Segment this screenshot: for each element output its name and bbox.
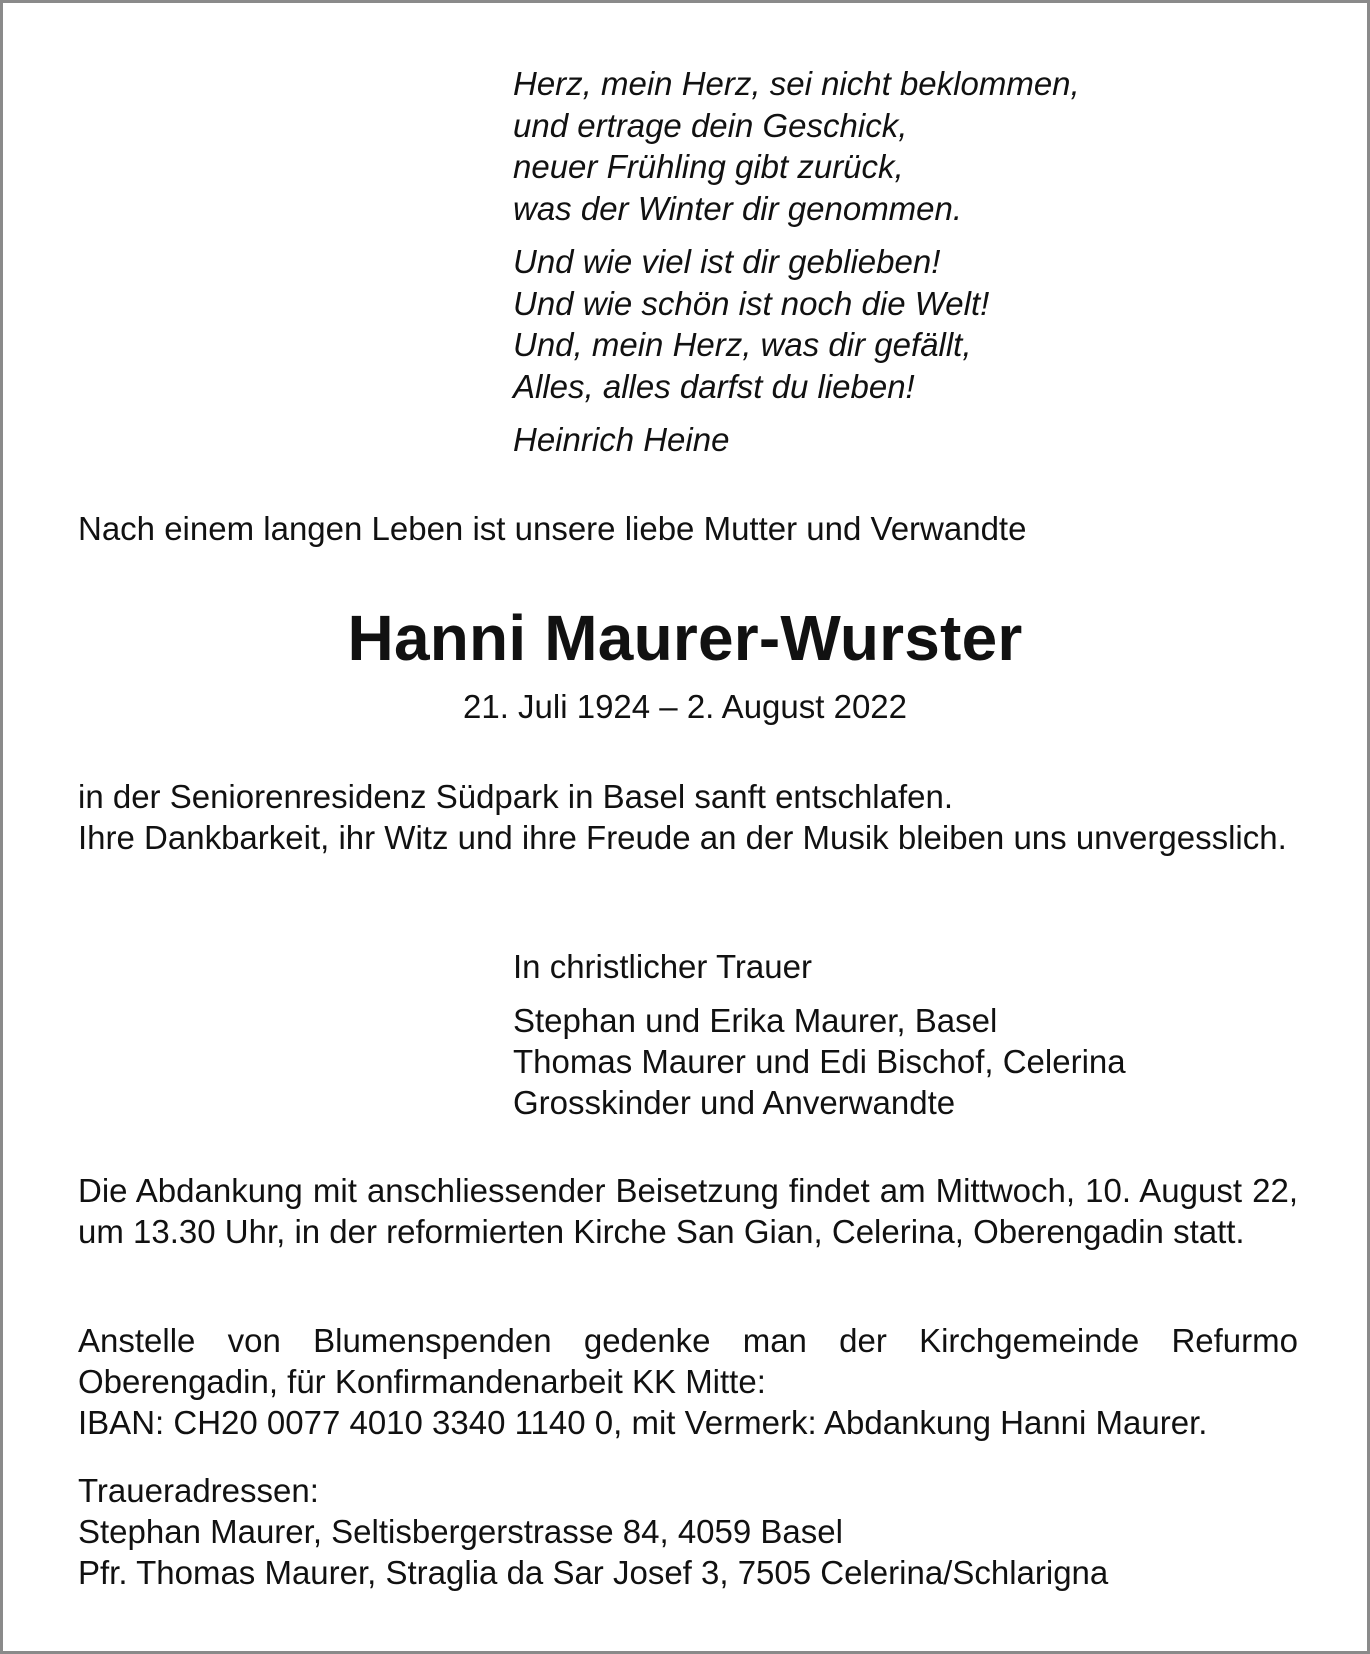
donation-text: Anstelle von Blumenspenden gedenke man der Kirchgemeinde Refurmo Oberengadin, für Konfirmandenarbeit KK Mitte:: [78, 1322, 1298, 1400]
poem-line: neuer Frühling gibt zurück,: [513, 148, 904, 185]
passing-line: in der Seniorenresidenz Südpark in Basel sanft entschlafen.: [78, 778, 954, 815]
address-line: Stephan Maurer, Seltisbergerstrasse 84, 4059 Basel: [78, 1513, 843, 1550]
poem-line: was der Winter dir genommen.: [513, 189, 963, 227]
poem-line: Und, mein Herz, was dir gefällt,: [513, 326, 972, 363]
addresses-block: [78, 1470, 1298, 1593]
poem-line: Herz, mein Herz, sei nicht beklommen,: [513, 65, 1080, 102]
service-paragraph: Die Abdankung mit anschliessender Beisetzung findet am Mittwoch, 10. August 22, um 13.30 Uhr, in der reformierten Kirche San Gian, Celerina, Oberengadin statt.: [78, 1172, 1298, 1250]
poem-stanza-2: [513, 241, 1080, 407]
poem-stanza-1: [513, 63, 1080, 229]
address-line: Pfr. Thomas Maurer, Straglia da Sar Josef 3, 7505 Celerina/Schlarigna: [78, 1554, 1109, 1591]
poem-author: Heinrich Heine: [513, 421, 730, 458]
poem-line: und ertrage dein Geschick,: [513, 106, 908, 144]
passing-line: Ihre Dankbarkeit, ihr Witz und ihre Freude an der Musik bleiben uns unvergesslich.: [78, 819, 1287, 856]
addresses-heading: Traueradressen:: [78, 1472, 319, 1509]
donation-paragraph: [78, 1320, 1298, 1443]
mourner-name: Thomas Maurer und Edi Bischof, Celerina: [513, 1043, 1126, 1080]
poem-line: Und wie schön ist noch die Welt!: [513, 284, 990, 322]
poem-line: Und wie viel ist dir geblieben!: [513, 243, 941, 280]
intro-text: Nach einem langen Leben ist unsere liebe Mutter und Verwandte: [78, 510, 1027, 547]
mourner-name: Grosskinder und Anverwandte: [513, 1084, 956, 1121]
mourner-name: Stephan und Erika Maurer, Basel: [513, 1002, 998, 1039]
poem-line: Alles, alles darfst du lieben!: [513, 367, 915, 405]
poem: [513, 63, 1080, 461]
life-dates: 21. Juli 1924 – 2. August 2022: [462, 688, 908, 725]
mourners-heading: In christlicher Trauer: [513, 948, 812, 985]
donation-iban: IBAN: CH20 0077 4010 3340 1140 0, mit Vermerk: Abdankung Hanni Maurer.: [78, 1404, 1208, 1441]
passing-paragraph: [78, 776, 1298, 858]
deceased-name: Hanni Maurer-Wurster: [347, 602, 1023, 674]
mourners-block: [513, 946, 1126, 1123]
